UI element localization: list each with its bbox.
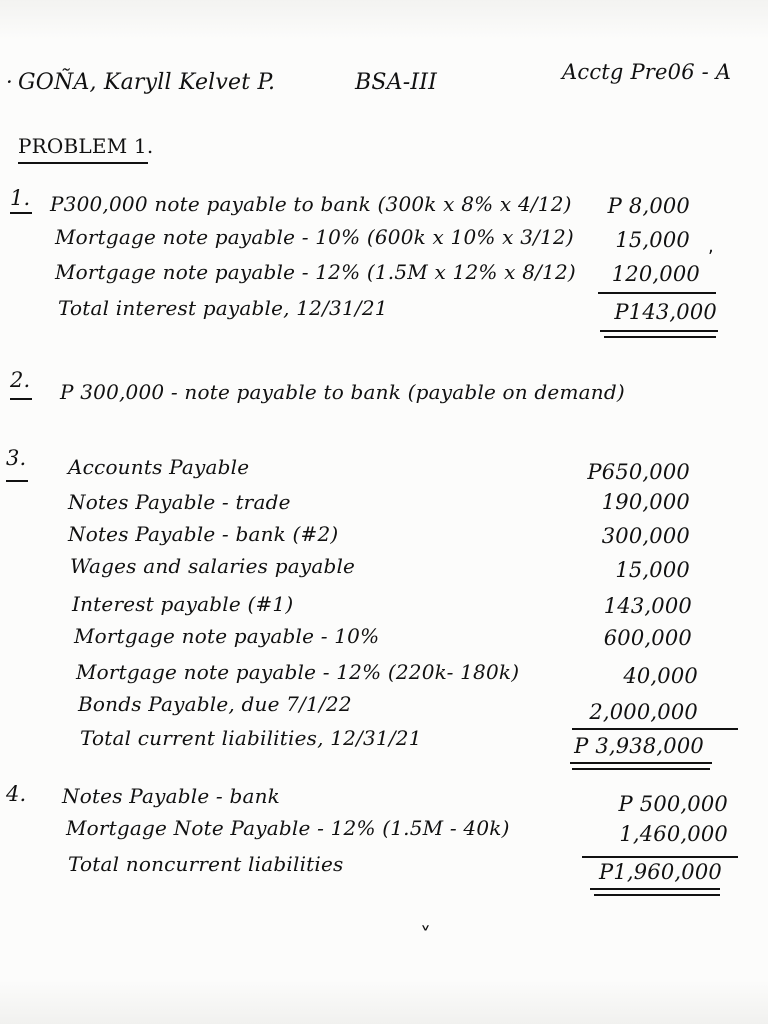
footer-check-mark: ˅ — [420, 924, 431, 949]
item1-row-amount: 15,000 — [615, 228, 690, 252]
item1-total-label: Total interest payable, 12/31/21 — [58, 296, 388, 320]
item4-row-label: Mortgage Note Payable - 12% (1.5M - 40k) — [66, 816, 510, 840]
item4-row-amount: P 500,000 — [618, 792, 728, 816]
item4-row-label: Notes Payable - bank — [62, 784, 280, 808]
item3-row-amount: 143,000 — [603, 594, 692, 618]
item3-sum-line — [572, 728, 738, 730]
item3-row-label: Bonds Payable, due 7/1/22 — [78, 692, 352, 716]
item1-row-amount: P 8,000 — [607, 194, 690, 218]
section-label: BSA-III — [355, 70, 438, 95]
item1-total-amount: P143,000 — [614, 300, 717, 324]
item1-row-label: Mortgage note payable - 10% (600k x 10% x 3/12) — [55, 225, 574, 249]
item3-row-label: Accounts Payable — [68, 455, 250, 479]
item1-row-amount: 120,000 — [611, 262, 700, 286]
item1-double-underline-bottom — [604, 336, 716, 338]
item3-number-underline — [6, 480, 28, 482]
item4-double-underline-bottom — [594, 894, 720, 896]
item3-row-label: Mortgage note payable - 12% (220k- 180k) — [76, 660, 520, 684]
item3-double-underline-bottom — [572, 768, 710, 770]
item3-row-amount: P650,000 — [587, 460, 690, 484]
item3-total-label: Total current liabilities, 12/31/21 — [80, 726, 422, 750]
item4-number: 4. — [6, 782, 27, 806]
item2-number-underline — [10, 398, 32, 400]
item2-number: 2. — [10, 368, 31, 392]
item4-total-label: Total noncurrent liabilities — [68, 852, 344, 876]
subject-code: Acctg Pre06 - A — [562, 60, 732, 84]
item3-row-amount: 2,000,000 — [589, 700, 698, 724]
item1-row-label: Mortgage note payable - 12% (1.5M x 12% x 8/12) — [55, 260, 576, 284]
item1-double-underline-top — [600, 330, 718, 332]
item4-row-amount: 1,460,000 — [619, 822, 728, 846]
item3-row-amount: 300,000 — [601, 524, 690, 548]
item4-double-underline-top — [590, 888, 720, 890]
problem-title: PROBLEM 1. — [18, 134, 154, 158]
item3-row-amount: 190,000 — [601, 490, 690, 514]
item1-number-underline — [10, 212, 32, 214]
item1-number: 1. — [10, 186, 31, 210]
item3-row-amount: 40,000 — [623, 664, 698, 688]
item3-row-label: Notes Payable - trade — [68, 490, 291, 514]
header-dot: · — [6, 70, 13, 94]
item3-number: 3. — [6, 446, 27, 470]
item3-row-label: Interest payable (#1) — [72, 592, 294, 616]
item3-row-amount: 15,000 — [615, 558, 690, 582]
item4-sum-line — [582, 856, 738, 858]
item3-row-label: Wages and salaries payable — [70, 554, 356, 578]
item1-sum-line — [598, 292, 716, 294]
item2-text: P 300,000 - note payable to bank (payable on demand) — [60, 380, 625, 404]
item3-row-label: Mortgage note payable - 10% — [74, 624, 380, 648]
student-name: GOÑA, Karyll Kelvet P. — [18, 70, 276, 95]
item1-row-label: P300,000 note payable to bank (300k x 8% x 4/12) — [50, 192, 572, 216]
problem-title-underline — [18, 162, 148, 164]
stray-comma-mark: , — [708, 236, 714, 257]
item3-total-amount: P 3,938,000 — [574, 734, 704, 758]
item3-row-amount: 600,000 — [603, 626, 692, 650]
item4-total-amount: P1,960,000 — [598, 860, 722, 884]
item3-double-underline-top — [570, 762, 712, 764]
item3-row-label: Notes Payable - bank (#2) — [68, 522, 339, 546]
